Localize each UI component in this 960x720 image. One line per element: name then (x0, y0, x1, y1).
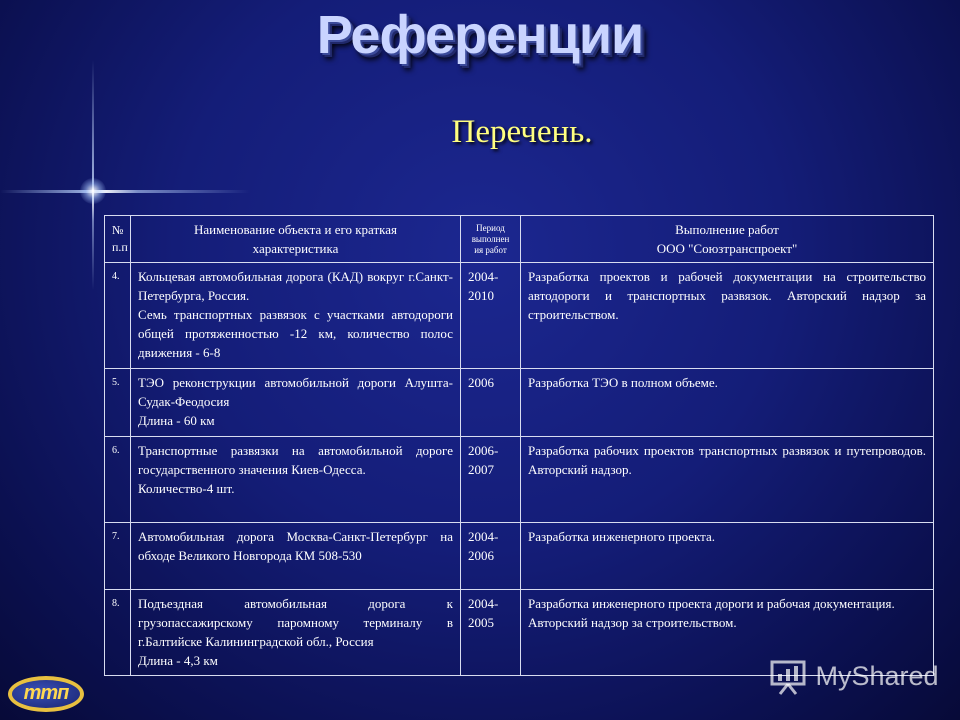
row-object-text: Семь транспортных развязок с участками автодороги общей протяженностью -12 км, количество полос движения - 6-8 (138, 307, 453, 360)
row-work-text: Разработка ТЭО в полном объеме. (528, 375, 718, 390)
header-work (521, 216, 934, 263)
row-object-text: Количество-4 шт. (138, 481, 235, 496)
header-period-line: выполнен (471, 233, 510, 244)
slide-subtitle: Перечень. (451, 114, 593, 150)
light-flare-horizontal (0, 190, 250, 193)
company-logo (8, 676, 84, 712)
table-row (105, 437, 934, 523)
row-period-text: 2004- (468, 269, 499, 284)
row-object (131, 263, 461, 369)
table-row (105, 523, 934, 590)
watermark (768, 656, 939, 696)
row-number: 5. (105, 369, 131, 437)
row-period-text: 2010 (468, 288, 494, 303)
watermark-text: MyShared (815, 660, 939, 691)
row-period-text: 2006 (468, 375, 494, 390)
row-object-text: ТЭО реконструкции автомобильной дороги Алушта-Судак-Феодосия (138, 375, 453, 409)
presentation-icon (768, 656, 808, 696)
table-row (105, 369, 934, 437)
header-number-line: п.п (112, 240, 128, 254)
row-period (461, 523, 521, 590)
row-work-text: Разработка рабочих проектов транспортных развязок и путепроводов. Авторский надзор. (528, 443, 926, 477)
light-flare-vertical (92, 60, 94, 290)
row-period-text: 2006 (468, 548, 494, 563)
row-work (521, 263, 934, 369)
row-work-text: Разработка инженерного проекта дороги и рабочая документация. (528, 596, 895, 611)
row-work-text: Разработка проектов и рабочей документации на строительство автодороги и транспортных развязок. Авторский надзор за строительством. (528, 269, 926, 322)
header-object-line: характеристика (252, 241, 339, 256)
row-work-text: Авторский надзор за строительством. (528, 615, 737, 630)
header-number (105, 216, 131, 263)
row-period-text: 2005 (468, 615, 494, 630)
header-number-line: № (112, 223, 124, 237)
row-period-text: 2004- (468, 529, 499, 544)
row-object-text: Автомобильная дорога Москва-Санкт-Петербург на обходе Великого Новгорода КМ 508-530 (138, 529, 453, 563)
row-work-text: Разработка инженерного проекта. (528, 529, 715, 544)
header-period-line: Период (476, 222, 505, 233)
header-work-line: Выполнение работ (675, 222, 779, 237)
row-number: 8. (105, 590, 131, 676)
row-period (461, 263, 521, 369)
row-period-text: 2006- (468, 443, 499, 458)
row-number: 4. (105, 263, 131, 369)
header-object (131, 216, 461, 263)
row-number: 6. (105, 437, 131, 523)
row-number: 7. (105, 523, 131, 590)
row-object (131, 437, 461, 523)
table-header-row (105, 216, 934, 263)
table-row (105, 263, 934, 369)
header-period-line: ия работ (474, 244, 507, 255)
row-object (131, 523, 461, 590)
row-object-text: Длина - 60 км (138, 413, 215, 428)
row-work (521, 369, 934, 437)
references-table (104, 215, 934, 676)
row-object-text: Подъездная автомобильная дорога к грузопассажирскому паромному терминалу в г.Балтийске Калининградской обл., Россия (138, 596, 453, 649)
row-period (461, 590, 521, 676)
header-work-line: ООО "Союзтранспроект" (656, 241, 798, 256)
row-period-text: 2007 (468, 462, 494, 477)
row-object-text: Длина - 4,3 км (138, 653, 218, 668)
row-object-text: Кольцевая автомобильная дорога (КАД) вокруг г.Санкт-Петербурга, Россия. (138, 269, 453, 303)
header-object-line: Наименование объекта и его краткая (193, 222, 398, 237)
row-object (131, 369, 461, 437)
slide-title: Референции (316, 5, 644, 65)
row-period (461, 437, 521, 523)
light-flare-core (80, 178, 106, 204)
row-object-text: Транспортные развязки на автомобильной дороге государственного значения Киев-Одесса. (138, 443, 453, 477)
row-work (521, 523, 934, 590)
row-period (461, 369, 521, 437)
header-period (461, 216, 521, 263)
row-period-text: 2004- (468, 596, 499, 611)
row-work (521, 437, 934, 523)
row-object (131, 590, 461, 676)
company-logo-text: ттп (23, 682, 69, 704)
